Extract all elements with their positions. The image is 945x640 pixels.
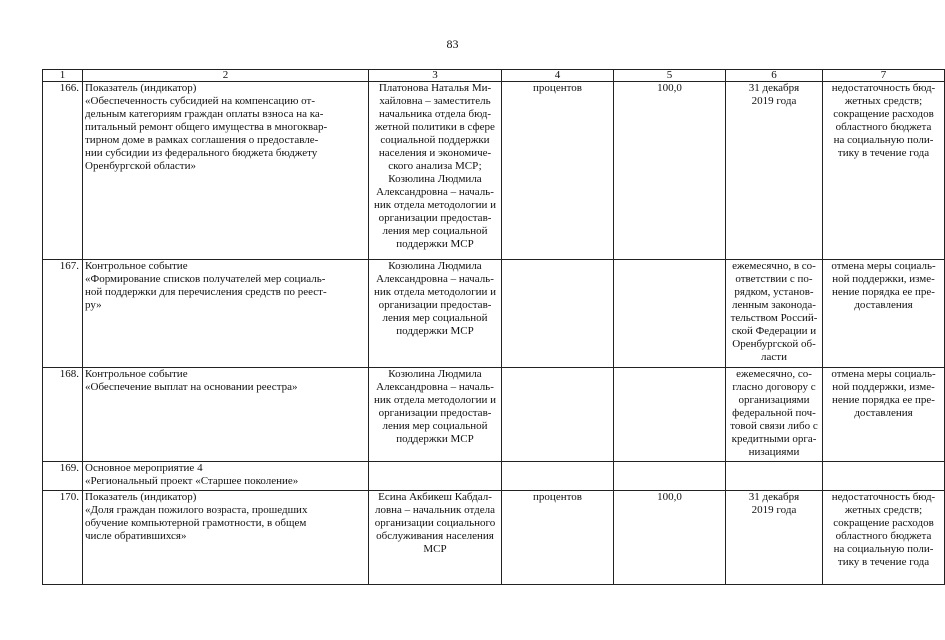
row-number: 168. xyxy=(43,368,83,462)
cell-line: кредитными орга- xyxy=(731,433,817,445)
unit-cell xyxy=(502,260,614,368)
table-body xyxy=(43,70,945,585)
cell-line: отмена меры социаль- xyxy=(831,368,936,380)
cell-line: организации предостав- xyxy=(378,212,492,224)
header-cell-2: 2 xyxy=(83,70,369,82)
risks-cell xyxy=(823,491,945,585)
cell-line: сокращение расходов xyxy=(833,517,934,529)
cell-line: процентов xyxy=(533,82,582,94)
header-cell-4: 4 xyxy=(502,70,614,82)
cell-line: Александровна – началь- xyxy=(376,381,494,393)
cell-line: Козюлина Людмила xyxy=(388,368,482,380)
cell-line: Контрольное событие xyxy=(85,368,188,380)
plan-table xyxy=(42,69,945,585)
cell-line: организации предостав- xyxy=(378,299,492,311)
cell-line: ежемесячно, со- xyxy=(736,368,812,380)
cell-line: Платонова Наталья Ми- xyxy=(378,82,492,94)
cell-line: Контрольное событие xyxy=(85,260,188,272)
cell-line: доставления xyxy=(854,407,913,419)
description-cell xyxy=(83,368,369,462)
cell-line: Козюлина Людмила xyxy=(388,260,482,272)
cell-line: 31 декабря xyxy=(748,491,800,503)
cell-line: социальной поддержки xyxy=(380,134,490,146)
cell-line: ежемесячно, в со- xyxy=(732,260,816,272)
cell-line: Козюлина Людмила xyxy=(388,173,482,185)
cell-line: нение порядка ее пре- xyxy=(832,394,935,406)
cell-line: жетной политики в сфере xyxy=(375,121,495,133)
cell-line: ского анализа МСР; xyxy=(388,160,482,172)
cell-line: областного бюджета xyxy=(835,530,932,542)
cell-line: ной поддержки, изме- xyxy=(832,381,935,393)
table-row xyxy=(43,368,945,462)
cell-line: «Обеспеченность субсидией на компенсацию от- xyxy=(85,95,315,107)
cell-line: поддержки МСР xyxy=(396,238,474,250)
cell-line: федеральной поч- xyxy=(732,407,816,419)
description-cell xyxy=(83,462,369,491)
row-number: 170. xyxy=(43,491,83,585)
cell-line: сокращение расходов xyxy=(833,108,934,120)
cell-line: на социальную поли- xyxy=(833,543,934,555)
header-cell-3: 3 xyxy=(369,70,502,82)
cell-line: хайловна – заместитель xyxy=(379,95,491,107)
cell-line: Александровна – началь- xyxy=(376,273,494,285)
cell-line: Есина Акбикеш Кабдал- xyxy=(378,491,492,503)
cell-line: жетных средств; xyxy=(844,95,923,107)
cell-line: ответствии с по- xyxy=(735,273,813,285)
header-cell-5: 5 xyxy=(614,70,726,82)
table-row xyxy=(43,462,945,491)
cell-line: обучение компьютерной грамотности, в общем xyxy=(85,517,307,529)
cell-line: организациями xyxy=(738,394,810,406)
value-cell xyxy=(614,491,726,585)
cell-line: поддержки МСР xyxy=(396,325,474,337)
cell-line: ления мер социальной xyxy=(382,420,488,432)
cell-line: питальный ремонт общего имущества в многоквар- xyxy=(85,121,328,133)
table-row xyxy=(43,82,945,260)
cell-line: тику в течение года xyxy=(837,147,930,159)
cell-line: «Формирование списков получателей мер социаль- xyxy=(85,273,326,285)
value-cell xyxy=(614,82,726,260)
page-number: 83 xyxy=(446,37,459,51)
cell-line: ру» xyxy=(85,299,102,311)
cell-line: Оренбургской об- xyxy=(732,338,816,350)
cell-line: жетных средств; xyxy=(844,504,923,516)
cell-line: Основное мероприятие 4 xyxy=(85,462,203,474)
cell-line: гласно договору с xyxy=(732,381,816,393)
cell-line: недостаточность бюд- xyxy=(831,82,936,94)
cell-line: товой связи либо с xyxy=(730,420,818,432)
cell-line: на социальную поли- xyxy=(833,134,934,146)
cell-line: рядком, установ- xyxy=(734,286,814,298)
cell-line: ской Федерации и xyxy=(731,325,817,337)
deadline-cell xyxy=(726,491,823,585)
cell-line: Показатель (индикатор) xyxy=(85,491,197,503)
risks-cell xyxy=(823,462,945,491)
risks-cell xyxy=(823,368,945,462)
row-number: 167. xyxy=(43,260,83,368)
cell-line: ления мер социальной xyxy=(382,225,488,237)
cell-line: МСР xyxy=(423,543,447,555)
cell-line: «Региональный проект «Старшее поколение» xyxy=(85,475,299,487)
cell-line: поддержки МСР xyxy=(396,433,474,445)
cell-line: ник отдела методологии и xyxy=(373,286,497,298)
unit-cell xyxy=(502,491,614,585)
cell-line: обслуживания населения xyxy=(376,530,494,542)
deadline-cell xyxy=(726,368,823,462)
cell-line: 100,0 xyxy=(657,491,682,503)
cell-line: недостаточность бюд- xyxy=(831,491,936,503)
deadline-cell xyxy=(726,82,823,260)
cell-line: начальника отдела бюд- xyxy=(378,108,492,120)
cell-line: низациями xyxy=(748,446,800,458)
value-cell xyxy=(614,260,726,368)
deadline-cell xyxy=(726,260,823,368)
deadline-cell xyxy=(726,462,823,491)
risks-cell xyxy=(823,82,945,260)
cell-line: Оренбургской области» xyxy=(85,160,196,172)
responsible-cell xyxy=(369,368,502,462)
cell-line: тику в течение года xyxy=(837,556,930,568)
row-number: 169. xyxy=(43,462,83,491)
risks-cell xyxy=(823,260,945,368)
cell-line: ленным законода- xyxy=(732,299,816,311)
cell-line: 31 декабря xyxy=(748,82,800,94)
value-cell xyxy=(614,368,726,462)
cell-line: нии субсидии из федерального бюджета бюджету xyxy=(85,147,318,159)
cell-line: организации социального xyxy=(374,517,496,529)
cell-line: «Доля граждан пожилого возраста, прошедших xyxy=(85,504,308,516)
cell-line: 100,0 xyxy=(657,82,682,94)
cell-line: отмена меры социаль- xyxy=(831,260,936,272)
description-cell xyxy=(83,82,369,260)
description-cell xyxy=(83,491,369,585)
cell-line: процентов xyxy=(533,491,582,503)
cell-line: тирном доме в рамках соглашения о предоставле- xyxy=(85,134,319,146)
cell-line: Александровна – началь- xyxy=(376,186,494,198)
cell-line: ной поддержки для перечисления средств по реест- xyxy=(85,286,327,298)
responsible-cell xyxy=(369,462,502,491)
cell-line: «Обеспечение выплат на основании реестра» xyxy=(85,381,298,393)
unit-cell xyxy=(502,82,614,260)
unit-cell xyxy=(502,462,614,491)
cell-line: организации предостав- xyxy=(378,407,492,419)
cell-line: Показатель (индикатор) xyxy=(85,82,197,94)
header-cell-7: 7 xyxy=(823,70,945,82)
cell-line: нение порядка ее пре- xyxy=(832,286,935,298)
cell-line: тельством Россий- xyxy=(730,312,818,324)
responsible-cell xyxy=(369,82,502,260)
header-row xyxy=(43,70,945,82)
cell-line: ловна – начальник отдела xyxy=(374,504,496,516)
responsible-cell xyxy=(369,260,502,368)
responsible-cell xyxy=(369,491,502,585)
cell-line: ник отдела методологии и xyxy=(373,394,497,406)
cell-line: ления мер социальной xyxy=(382,312,488,324)
cell-line: доставления xyxy=(854,299,913,311)
header-cell-6: 6 xyxy=(726,70,823,82)
description-cell xyxy=(83,260,369,368)
cell-line: 2019 года xyxy=(751,95,797,107)
header-cell-1: 1 xyxy=(43,70,83,82)
cell-line: 2019 года xyxy=(751,504,797,516)
table-row xyxy=(43,491,945,585)
table-row xyxy=(43,260,945,368)
value-cell xyxy=(614,462,726,491)
cell-line: ник отдела методологии и xyxy=(373,199,497,211)
cell-line: дельным категориям граждан оплаты взноса на ка- xyxy=(85,108,324,120)
cell-line: ной поддержки, изме- xyxy=(832,273,935,285)
cell-line: областного бюджета xyxy=(835,121,932,133)
row-number: 166. xyxy=(43,82,83,260)
unit-cell xyxy=(502,368,614,462)
cell-line: населения и экономиче- xyxy=(378,147,492,159)
cell-line: числе обратившихся» xyxy=(85,530,187,542)
cell-line: ласти xyxy=(761,351,787,363)
